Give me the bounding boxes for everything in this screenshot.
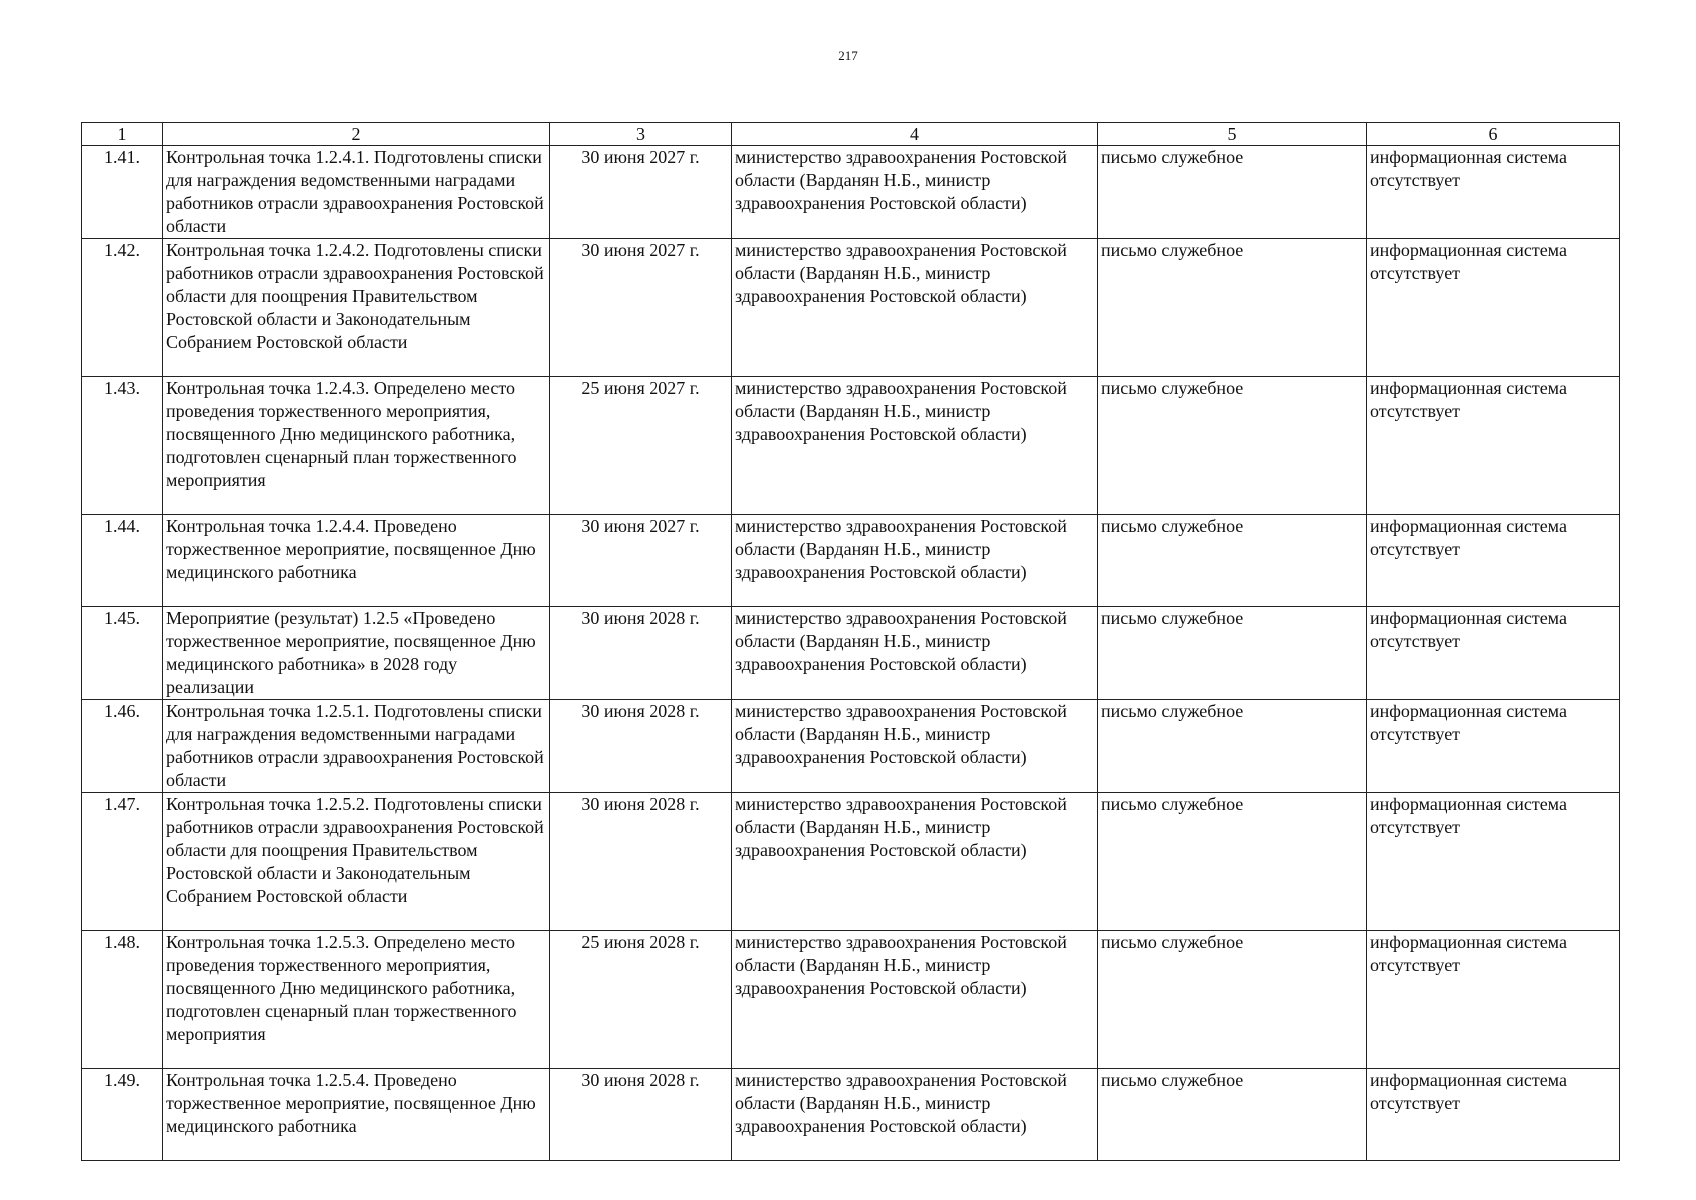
page-number: 217 bbox=[838, 48, 858, 63]
row-description: Контрольная точка 1.2.5.2. Подготовлены списки работников отрасли здравоохранения Ростовской области для поощрения Правительством Ростовской области и Законодательным Собранием Ростовской области bbox=[163, 793, 550, 931]
table-row bbox=[82, 515, 1620, 607]
row-date: 30 июня 2028 г. bbox=[550, 1069, 732, 1161]
column-number-row bbox=[82, 123, 1620, 146]
table-row bbox=[82, 700, 1620, 793]
table-row bbox=[82, 793, 1620, 931]
row-number: 1.41. bbox=[82, 146, 163, 239]
row-number: 1.45. bbox=[82, 607, 163, 700]
row-description: Контрольная точка 1.2.4.1. Подготовлены списки для награждения ведомственными наградами работников отрасли здравоохранения Ростовской области bbox=[163, 146, 550, 239]
row-document-type: письмо служебное bbox=[1098, 239, 1367, 377]
row-responsible: министерство здравоохранения Ростовской области (Варданян Н.Б., министр здравоохранения Ростовской области) bbox=[732, 377, 1098, 515]
row-number: 1.49. bbox=[82, 1069, 163, 1161]
row-info-system: информационная система отсутствует bbox=[1367, 793, 1620, 931]
row-number: 1.44. bbox=[82, 515, 163, 607]
row-date: 30 июня 2027 г. bbox=[550, 515, 732, 607]
plan-table bbox=[81, 122, 1620, 1161]
row-description: Контрольная точка 1.2.4.3. Определено место проведения торжественного мероприятия, посвященного Дню медицинского работника, подготовлен сценарный план торжественного мероприятия bbox=[163, 377, 550, 515]
row-responsible: министерство здравоохранения Ростовской области (Варданян Н.Б., министр здравоохранения Ростовской области) bbox=[732, 700, 1098, 793]
table-row bbox=[82, 377, 1620, 515]
row-responsible: министерство здравоохранения Ростовской области (Варданян Н.Б., министр здравоохранения Ростовской области) bbox=[732, 607, 1098, 700]
row-number: 1.47. bbox=[82, 793, 163, 931]
table-row bbox=[82, 607, 1620, 700]
row-info-system: информационная система отсутствует bbox=[1367, 700, 1620, 793]
column-number-5: 5 bbox=[1098, 123, 1367, 146]
row-date: 30 июня 2028 г. bbox=[550, 607, 732, 700]
column-number-3: 3 bbox=[550, 123, 732, 146]
row-document-type: письмо служебное bbox=[1098, 146, 1367, 239]
row-document-type: письмо служебное bbox=[1098, 931, 1367, 1069]
row-document-type: письмо служебное bbox=[1098, 793, 1367, 931]
column-number-1: 1 bbox=[82, 123, 163, 146]
row-info-system: информационная система отсутствует bbox=[1367, 515, 1620, 607]
row-info-system: информационная система отсутствует bbox=[1367, 607, 1620, 700]
row-number: 1.43. bbox=[82, 377, 163, 515]
row-description: Контрольная точка 1.2.5.4. Проведено торжественное мероприятие, посвященное Дню медицинского работника bbox=[163, 1069, 550, 1161]
row-info-system: информационная система отсутствует bbox=[1367, 377, 1620, 515]
row-number: 1.48. bbox=[82, 931, 163, 1069]
row-document-type: письмо служебное bbox=[1098, 607, 1367, 700]
row-info-system: информационная система отсутствует bbox=[1367, 931, 1620, 1069]
row-responsible: министерство здравоохранения Ростовской области (Варданян Н.Б., министр здравоохранения Ростовской области) bbox=[732, 793, 1098, 931]
column-number-4: 4 bbox=[732, 123, 1098, 146]
row-document-type: письмо служебное bbox=[1098, 515, 1367, 607]
row-responsible: министерство здравоохранения Ростовской области (Варданян Н.Б., министр здравоохранения Ростовской области) bbox=[732, 931, 1098, 1069]
row-description: Контрольная точка 1.2.4.4. Проведено торжественное мероприятие, посвященное Дню медицинского работника bbox=[163, 515, 550, 607]
column-number-2: 2 bbox=[163, 123, 550, 146]
row-number: 1.46. bbox=[82, 700, 163, 793]
row-date: 30 июня 2027 г. bbox=[550, 146, 732, 239]
row-date: 30 июня 2028 г. bbox=[550, 793, 732, 931]
column-number-6: 6 bbox=[1367, 123, 1620, 146]
row-date: 30 июня 2027 г. bbox=[550, 239, 732, 377]
row-responsible: министерство здравоохранения Ростовской области (Варданян Н.Б., министр здравоохранения Ростовской области) bbox=[732, 239, 1098, 377]
row-responsible: министерство здравоохранения Ростовской области (Варданян Н.Б., министр здравоохранения Ростовской области) bbox=[732, 515, 1098, 607]
table-row bbox=[82, 239, 1620, 377]
row-description: Контрольная точка 1.2.4.2. Подготовлены списки работников отрасли здравоохранения Ростовской области для поощрения Правительством Ростовской области и Законодательным Собранием Ростовской области bbox=[163, 239, 550, 377]
row-description: Контрольная точка 1.2.5.1. Подготовлены списки для награждения ведомственными наградами работников отрасли здравоохранения Ростовской области bbox=[163, 700, 550, 793]
row-document-type: письмо служебное bbox=[1098, 700, 1367, 793]
table-row bbox=[82, 1069, 1620, 1161]
row-document-type: письмо служебное bbox=[1098, 1069, 1367, 1161]
row-document-type: письмо служебное bbox=[1098, 377, 1367, 515]
table-row bbox=[82, 931, 1620, 1069]
row-info-system: информационная система отсутствует bbox=[1367, 1069, 1620, 1161]
row-responsible: министерство здравоохранения Ростовской области (Варданян Н.Б., министр здравоохранения Ростовской области) bbox=[732, 1069, 1098, 1161]
row-date: 30 июня 2028 г. bbox=[550, 700, 732, 793]
row-responsible: министерство здравоохранения Ростовской области (Варданян Н.Б., министр здравоохранения Ростовской области) bbox=[732, 146, 1098, 239]
row-info-system: информационная система отсутствует bbox=[1367, 239, 1620, 377]
row-date: 25 июня 2027 г. bbox=[550, 377, 732, 515]
row-description: Контрольная точка 1.2.5.3. Определено место проведения торжественного мероприятия, посвященного Дню медицинского работника, подготовлен сценарный план торжественного мероприятия bbox=[163, 931, 550, 1069]
row-number: 1.42. bbox=[82, 239, 163, 377]
row-description: Мероприятие (результат) 1.2.5 «Проведено торжественное мероприятие, посвященное Дню медицинского работника» в 2028 году реализации bbox=[163, 607, 550, 700]
table-row bbox=[82, 146, 1620, 239]
row-info-system: информационная система отсутствует bbox=[1367, 146, 1620, 239]
row-date: 25 июня 2028 г. bbox=[550, 931, 732, 1069]
